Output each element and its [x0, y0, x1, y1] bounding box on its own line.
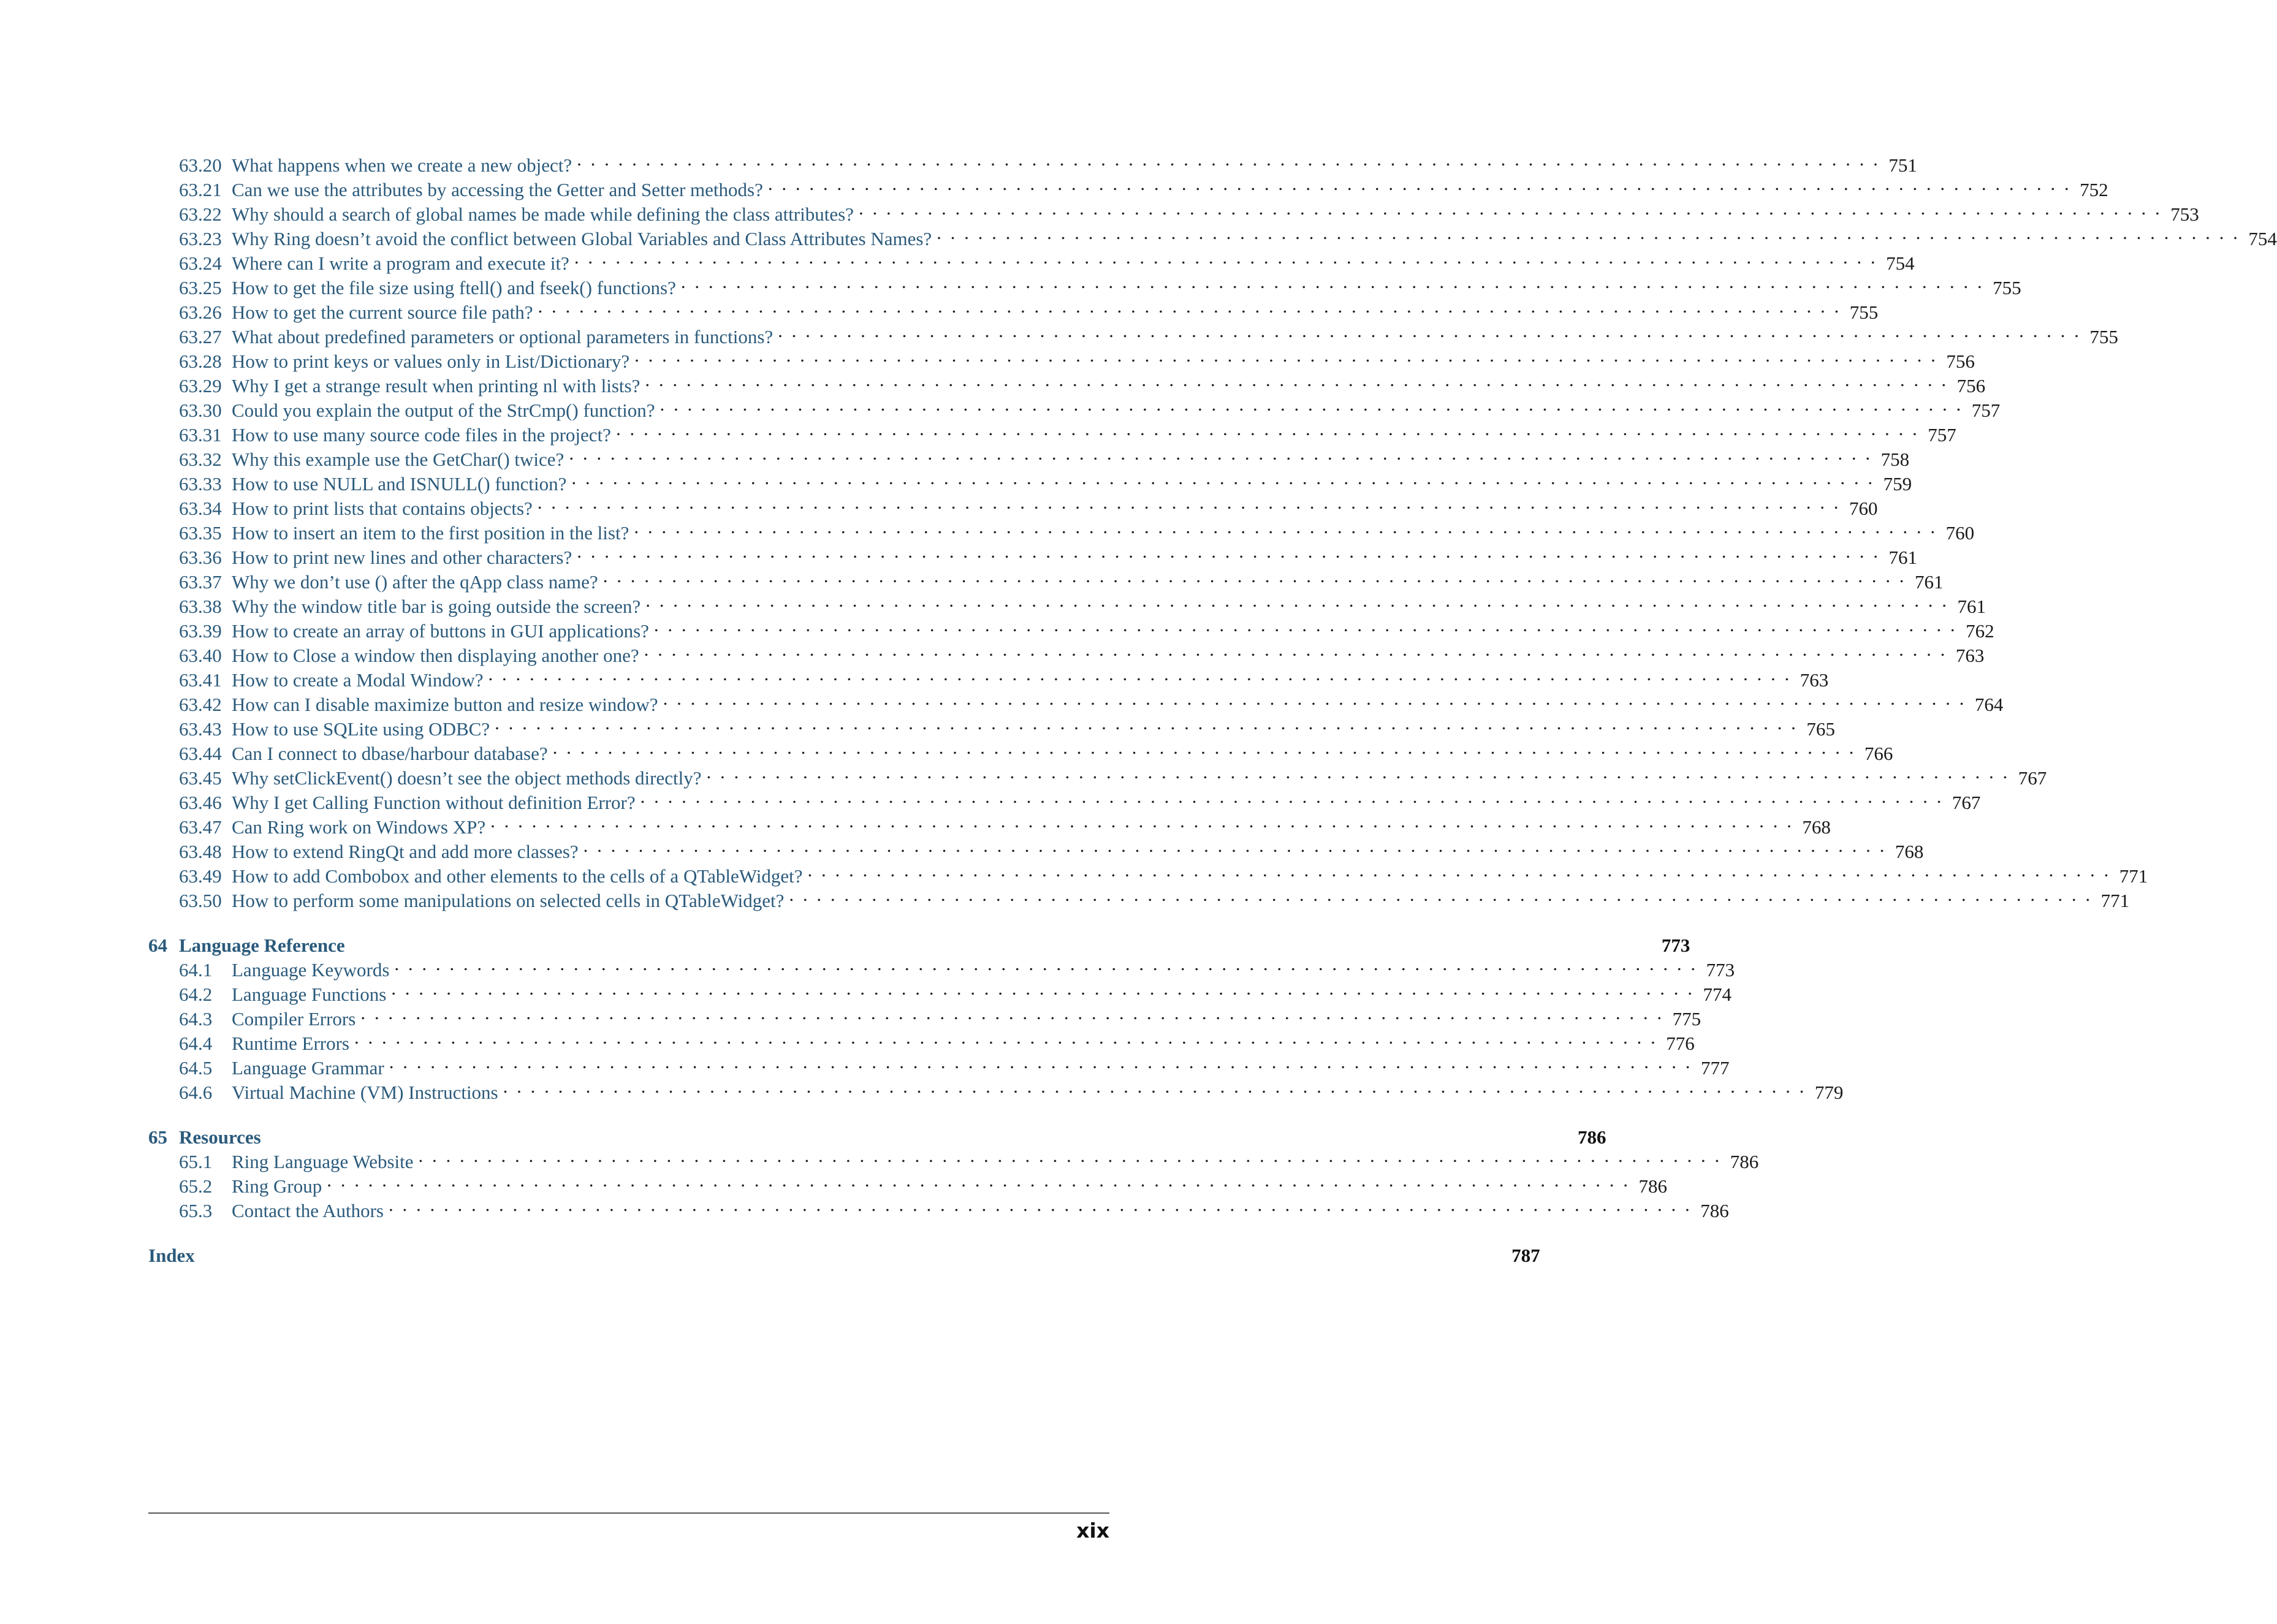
toc-entry-title[interactable]: Language Grammar: [232, 1057, 384, 1079]
toc-entry-number[interactable]: 63.31: [179, 424, 222, 446]
toc-entry-number[interactable]: 63.42: [179, 694, 222, 715]
toc-entry-number[interactable]: 63.34: [179, 498, 222, 519]
toc-entry-page: 777: [1701, 1057, 1730, 1079]
toc-section-entry[interactable]: [148, 147, 1917, 176]
toc-entry-number[interactable]: 64.4: [179, 1033, 213, 1054]
toc-entry-number[interactable]: 63.27: [179, 326, 222, 347]
toc-chapter-entry[interactable]: [148, 1119, 1606, 1148]
toc-entry-number[interactable]: 63.49: [179, 865, 222, 887]
dot-leader: [603, 564, 1904, 588]
toc-entry-number[interactable]: 65.1: [179, 1151, 213, 1172]
table-of-contents: [148, 147, 2277, 1266]
toc-entry-page: 766: [1864, 743, 1893, 764]
toc-entry-page: 776: [1666, 1033, 1695, 1054]
toc-entry-title[interactable]: Can Ring work on Windows XP?: [232, 816, 486, 838]
toc-entry-page: 773: [1706, 959, 1735, 981]
toc-entry-number[interactable]: 63.43: [179, 718, 222, 740]
toc-entry-page: 764: [1974, 694, 2004, 715]
toc-chapter-entry[interactable]: [148, 927, 1690, 956]
toc-entry-page: 751: [1888, 154, 1917, 176]
dot-leader: [778, 319, 2079, 343]
toc-entry-title[interactable]: Why this example use the GetChar() twice?: [232, 449, 564, 470]
toc-entry-number[interactable]: 63.22: [179, 203, 222, 225]
dot-leader: [488, 662, 1790, 686]
toc-entry-title[interactable]: Where can I write a program and execute it?: [232, 252, 569, 274]
toc-entry-page: 765: [1806, 718, 1835, 740]
toc-entry-page: 763: [1955, 645, 1985, 666]
toc-entry-title[interactable]: Language Functions: [232, 984, 387, 1005]
dot-leader: [389, 1193, 1690, 1217]
toc-entry-page: 759: [1883, 473, 1912, 495]
toc-entry-number[interactable]: 64.6: [179, 1082, 213, 1103]
toc-entry-number[interactable]: 63.38: [179, 596, 222, 617]
toc-entry-page: 767: [2018, 767, 2047, 789]
toc-entry-title[interactable]: Could you explain the output of the StrCmp() function?: [232, 400, 655, 421]
dot-leader: [645, 588, 1947, 613]
toc-entry-title[interactable]: Contact the Authors: [232, 1200, 384, 1221]
toc-entry-page: 754: [1886, 252, 1915, 274]
toc-entry-page: 755: [1849, 302, 1879, 323]
toc-entry-page: 761: [1957, 596, 1986, 617]
toc-entry-page: 756: [1956, 375, 1986, 397]
dot-leader: [660, 392, 1961, 417]
toc-entry-title[interactable]: How to get the file size using ftell() and fseek() functions?: [232, 277, 676, 298]
toc-entry-title[interactable]: Can I connect to dbase/harbour database?: [232, 743, 548, 764]
dot-leader: [789, 882, 2090, 907]
toc-entry-title[interactable]: What about predefined parameters or optional parameters in functions?: [232, 326, 774, 347]
toc-entry-number[interactable]: 63.37: [179, 571, 222, 593]
toc-entry-title[interactable]: Resources: [179, 1126, 261, 1148]
toc-entry-number[interactable]: 64: [148, 935, 167, 956]
toc-entry-title[interactable]: Can we use the attributes by accessing the Getter and Setter methods?: [232, 179, 763, 200]
toc-entry-page: 767: [1952, 792, 1981, 813]
toc-entry-page: 779: [1814, 1082, 1844, 1103]
dot-leader: [681, 270, 1982, 294]
toc-entry-number[interactable]: 65.3: [179, 1200, 213, 1221]
toc-entry-page: 762: [1966, 620, 1994, 642]
toc-entry-page: 771: [2119, 865, 2148, 887]
dot-leader: [937, 221, 2238, 245]
dot-leader: [616, 417, 1917, 441]
dot-leader: [571, 466, 1872, 490]
toc-entry-page: 775: [1672, 1008, 1701, 1030]
toc-entry-number[interactable]: 63.39: [179, 620, 222, 642]
toc-entry-page: 768: [1895, 841, 1924, 862]
toc-entry-title[interactable]: How to use many source code files in the project?: [232, 424, 611, 446]
dot-leader: [645, 368, 1946, 392]
toc-entry-title[interactable]: How to use SQLite using ODBC?: [232, 718, 490, 740]
toc-entry-number[interactable]: 65.2: [179, 1175, 213, 1197]
toc-entry-title[interactable]: Why setClickEvent() doesn’t see the object methods directly?: [232, 767, 702, 789]
toc-chapter-entry[interactable]: [148, 1237, 1540, 1266]
toc-entry-number[interactable]: 63.35: [179, 522, 222, 544]
toc-entry-title[interactable]: Why we don’t use () after the qApp class name?: [232, 571, 598, 593]
toc-entry-title[interactable]: How to add Combobox and other elements to the cells of a QTableWidget?: [232, 865, 803, 887]
toc-entry-page: 757: [1928, 424, 1956, 446]
toc-entry-page: 786: [1700, 1200, 1729, 1221]
toc-entry-title[interactable]: How can I disable maximize button and resize window?: [232, 694, 658, 715]
toc-entry-page: 752: [2080, 179, 2108, 200]
dot-leader: [389, 1050, 1690, 1074]
toc-entry-number[interactable]: 63.50: [179, 890, 222, 911]
toc-section-entry[interactable]: [148, 1144, 1759, 1172]
toc-entry-title[interactable]: What happens when we create a new object?: [232, 154, 572, 176]
toc-entry-title[interactable]: Why the window title bar is going outside the screen?: [232, 596, 641, 617]
toc-entry-page: 786: [1638, 1175, 1667, 1197]
dot-leader: [490, 809, 1792, 833]
toc-entry-title[interactable]: Why I get a strange result when printing nl with lists?: [232, 375, 641, 397]
toc-entry-title[interactable]: How to use NULL and ISNULL() function?: [232, 473, 567, 495]
dot-leader: [577, 539, 1878, 564]
toc-entry-number[interactable]: 63.47: [179, 816, 222, 838]
toc-entry-number[interactable]: 63.41: [179, 669, 222, 691]
toc-entry-number[interactable]: 63.48: [179, 841, 222, 862]
dot-leader: [354, 1025, 1655, 1050]
toc-entry-number[interactable]: 63.26: [179, 302, 222, 323]
dot-leader: [641, 784, 1942, 809]
toc-entry-number[interactable]: 63.44: [179, 743, 222, 764]
dot-leader: [644, 637, 1945, 662]
toc-entry-title[interactable]: Why Ring doesn’t avoid the conflict between Global Variables and Class Attributes Names?: [232, 228, 932, 249]
toc-entry-number[interactable]: 63.20: [179, 154, 222, 176]
toc-entry-page: 760: [1849, 498, 1878, 519]
toc-entry-title[interactable]: Virtual Machine (VM) Instructions: [232, 1082, 498, 1103]
dot-leader: [768, 172, 2069, 196]
toc-entry-number[interactable]: 64.1: [179, 959, 213, 981]
dot-leader: [503, 1074, 1804, 1099]
toc-entry-title[interactable]: Language Keywords: [232, 959, 390, 981]
toc-entry-number[interactable]: 63.32: [179, 449, 222, 470]
dot-leader: [808, 858, 2109, 882]
toc-entry-title[interactable]: How to create an array of buttons in GUI applications?: [232, 620, 649, 642]
toc-entry-page: 763: [1800, 669, 1829, 691]
toc-entry-number[interactable]: 63.28: [179, 351, 222, 372]
toc-entry-title[interactable]: How to extend RingQt and add more classes?: [232, 841, 579, 862]
dot-leader: [634, 343, 1936, 368]
dot-leader: [584, 833, 1885, 858]
toc-entry-page: 753: [2170, 203, 2199, 225]
toc-entry-title[interactable]: How to create a Modal Window?: [232, 669, 484, 691]
dot-leader: [419, 1144, 1720, 1168]
toc-entry-number[interactable]: 63.46: [179, 792, 222, 813]
toc-entry-number[interactable]: 63.36: [179, 547, 222, 568]
toc-entry-number[interactable]: 63.33: [179, 473, 222, 495]
toc-entry-page: 754: [2248, 228, 2277, 249]
toc-entry-page: 758: [1880, 449, 1910, 470]
toc-entry-page: 774: [1703, 984, 1732, 1005]
toc-entry-title[interactable]: How to get the current source file path?: [232, 302, 533, 323]
page-number: xix: [1076, 1519, 1109, 1542]
dot-leader: [569, 441, 1870, 466]
toc-entry-page: 761: [1888, 547, 1917, 568]
footer-divider: [148, 1512, 1109, 1514]
toc-entry-number[interactable]: 63.23: [179, 228, 222, 249]
toc-entry-title[interactable]: How to perform some manipulations on selected cells in QTableWidget?: [232, 890, 785, 911]
toc-entry-page: 768: [1802, 816, 1831, 838]
toc-entry-number[interactable]: 64.3: [179, 1008, 213, 1030]
dot-leader: [859, 196, 2160, 221]
toc-entry-title[interactable]: How to print keys or values only in List/Dictionary?: [232, 351, 630, 372]
toc-entry-page: 760: [1945, 522, 1975, 544]
toc-entry-number[interactable]: 64.2: [179, 984, 213, 1005]
toc-entry-number[interactable]: 63.40: [179, 645, 222, 666]
dot-leader: [574, 245, 1876, 270]
toc-entry-title[interactable]: Runtime Errors: [232, 1033, 349, 1054]
toc-entry-number[interactable]: 63.29: [179, 375, 222, 397]
toc-entry-page: 773: [1661, 935, 1690, 956]
toc-entry-page: 756: [1946, 351, 1975, 372]
toc-entry-title[interactable]: Index: [148, 1245, 195, 1266]
toc-entry-number[interactable]: 63.24: [179, 252, 222, 274]
toc-entry-page: 771: [2100, 890, 2130, 911]
toc-entry-title[interactable]: How to print new lines and other characters?: [232, 547, 572, 568]
toc-entry-number[interactable]: 63.25: [179, 277, 222, 298]
dot-leader: [538, 490, 1839, 515]
toc-entry-page: 755: [1993, 277, 2021, 298]
dot-leader: [706, 760, 2007, 784]
dot-leader: [538, 294, 1839, 319]
dot-leader: [663, 686, 1964, 711]
toc-entry-number[interactable]: 63.30: [179, 400, 222, 421]
dot-leader: [327, 1168, 1628, 1193]
toc-entry-number[interactable]: 63.21: [179, 179, 222, 200]
toc-entry-number[interactable]: 63.45: [179, 767, 222, 789]
toc-entry-title[interactable]: Ring Group: [232, 1175, 322, 1197]
toc-entry-page: 786: [1577, 1126, 1606, 1148]
dot-leader: [394, 952, 1695, 976]
dot-leader: [553, 735, 1854, 760]
dot-leader: [360, 1001, 1662, 1025]
toc-entry-title[interactable]: How to Close a window then displaying another one?: [232, 645, 639, 666]
toc-entry-title[interactable]: How to insert an item to the first position in the list?: [232, 522, 629, 544]
toc-entry-page: 761: [1914, 571, 1944, 593]
toc-entry-page: 755: [2089, 326, 2118, 347]
toc-entry-number[interactable]: 65: [148, 1126, 167, 1148]
dot-leader: [654, 613, 1955, 637]
toc-entry-page: 757: [1971, 400, 2001, 421]
toc-entry-title[interactable]: Ring Language Website: [232, 1151, 414, 1172]
dot-leader: [495, 711, 1796, 735]
dot-leader: [391, 976, 1692, 1001]
dot-leader: [577, 147, 1878, 172]
toc-entry-number[interactable]: 64.5: [179, 1057, 213, 1079]
toc-entry-title[interactable]: How to print lists that contains objects?: [232, 498, 533, 519]
toc-entry-title[interactable]: Why should a search of global names be made while defining the class attributes?: [232, 203, 854, 225]
toc-entry-page: 787: [1511, 1245, 1540, 1266]
toc-entry-page: 786: [1730, 1151, 1759, 1172]
toc-entry-title[interactable]: Language Reference: [179, 935, 345, 956]
toc-entry-title[interactable]: Why I get Calling Function without definition Error?: [232, 792, 636, 813]
toc-entry-title[interactable]: Compiler Errors: [232, 1008, 356, 1030]
dot-leader: [634, 515, 1935, 539]
